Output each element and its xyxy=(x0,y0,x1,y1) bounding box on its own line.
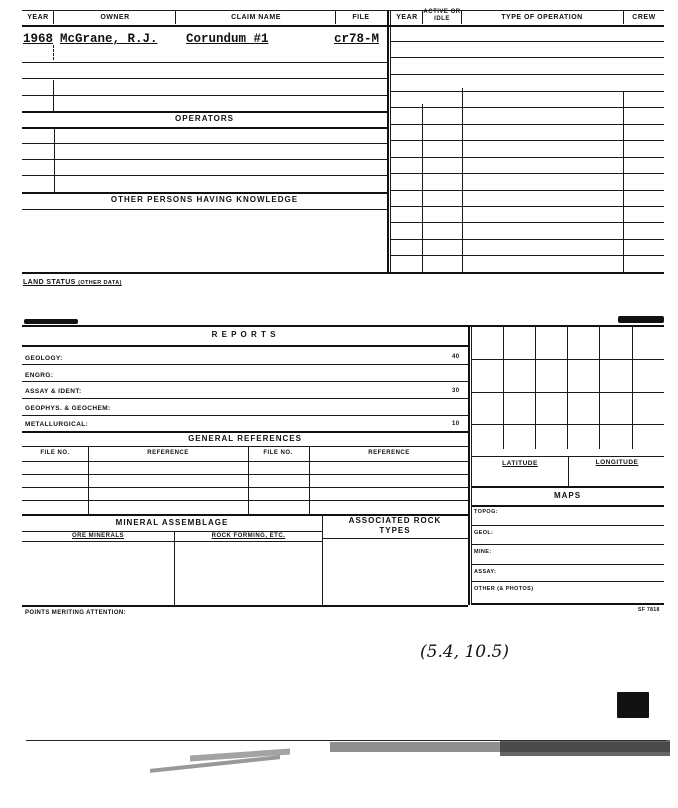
header-active-or-idle: ACTIVE OR IDLE xyxy=(423,9,461,22)
report-assay-code: 30 xyxy=(452,388,460,394)
report-geology-code: 40 xyxy=(452,354,460,360)
header-file: FILE xyxy=(352,14,370,21)
maps-heading: MAPS xyxy=(553,491,582,500)
rock-forming-header: ROCK FORMING, ETC. xyxy=(211,533,286,539)
ref-header-file-no-2: FILE NO. xyxy=(263,450,293,456)
ore-minerals-header: ORE MINERALS xyxy=(71,533,124,539)
handwritten-coordinates-note: (5.4, 10.5) xyxy=(420,642,509,662)
report-geophys-geochem: GEOPHYS. & GEOCHEM: xyxy=(25,405,111,412)
ref-header-reference-1: REFERENCE xyxy=(147,450,189,456)
header-crew: CREW xyxy=(632,14,656,21)
header-year: YEAR xyxy=(27,14,49,21)
report-engrg: ENGRG: xyxy=(25,372,54,379)
claim-file: cr78-M xyxy=(334,32,380,46)
header-ops-year: YEAR xyxy=(396,14,418,21)
report-geology: GEOLOGY: xyxy=(25,355,63,362)
latitude-label: LATITUDE xyxy=(502,460,538,467)
header-claim-name: CLAIM NAME xyxy=(231,14,281,21)
claim-owner: McGrane, R.J. xyxy=(60,32,158,46)
land-status-heading xyxy=(23,279,122,286)
ref-header-reference-2: REFERENCE xyxy=(368,450,410,456)
report-metallurgical-code: 10 xyxy=(452,421,460,427)
associated-rock-types-heading: ASSOCIATED ROCK TYPES xyxy=(348,516,442,535)
points-meriting-attention-label: POINTS MERITING ATTENTION: xyxy=(25,610,127,616)
ref-header-file-no-1: FILE NO. xyxy=(40,450,70,456)
land-status-sublabel: (OTHER DATA) xyxy=(78,280,122,286)
mineral-assemblage-heading: MINERAL ASSEMBLAGE xyxy=(115,518,229,527)
map-topog: TOPOG: xyxy=(474,509,498,515)
report-metallurgical: METALLURGICAL: xyxy=(25,421,89,428)
scan-artifact xyxy=(618,316,664,323)
form-code: SF 7818 xyxy=(638,607,660,613)
general-references-heading: GENERAL REFERENCES xyxy=(188,434,302,443)
map-assay: ASSAY: xyxy=(474,569,497,575)
header-owner: OWNER xyxy=(100,14,130,21)
longitude-label: LONGITUDE xyxy=(595,459,639,466)
claim-name: Corundum #1 xyxy=(186,32,269,46)
other-persons-heading: OTHER PERSONS HAVING KNOWLEDGE xyxy=(110,195,299,204)
operators-heading: OPERATORS xyxy=(175,114,234,123)
reports-heading: R E P O R T S xyxy=(211,330,277,339)
map-geol: GEOL: xyxy=(474,530,494,536)
claim-year: 1968 xyxy=(23,32,54,46)
map-other-photos: OTHER (& PHOTOS) xyxy=(474,586,534,592)
scan-artifact xyxy=(617,692,649,718)
report-assay-ident: ASSAY & IDENT: xyxy=(25,388,82,395)
map-mine: MINE: xyxy=(474,549,492,555)
header-type-of-operation: TYPE OF OPERATION xyxy=(501,14,583,21)
scan-artifact xyxy=(24,319,78,324)
land-status-label: LAND STATUS xyxy=(23,279,76,286)
scan-artifact xyxy=(500,740,670,756)
